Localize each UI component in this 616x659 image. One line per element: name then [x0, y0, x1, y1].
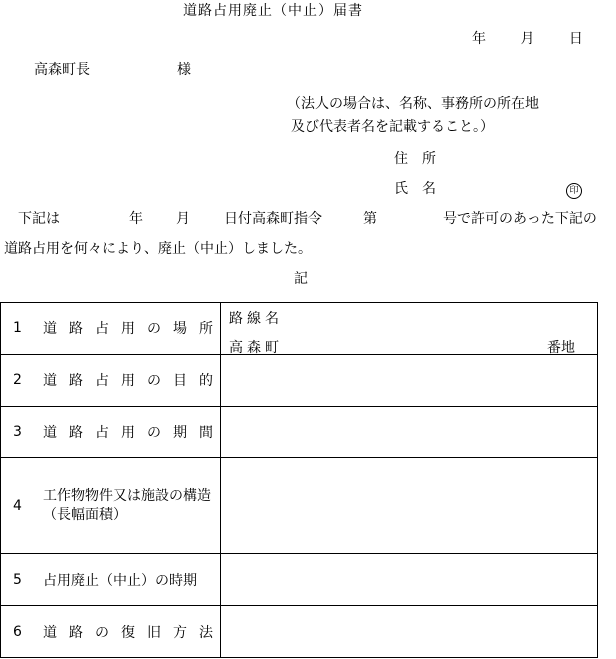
corporate-note-line-1: （法人の場合は、名称、事務所の所在地 — [287, 96, 539, 112]
ki-heading: 記 — [294, 271, 308, 287]
town-name-label: 高 森 町 — [229, 340, 279, 356]
month-label: 月 — [520, 31, 535, 47]
road-location-field[interactable] — [221, 303, 598, 355]
date-line — [472, 30, 583, 48]
structure-field[interactable] — [221, 458, 598, 554]
body-line-2: 道路占用を何々により、廃止（中止）しました。 — [4, 241, 312, 257]
abolition-date-field[interactable] — [221, 554, 598, 606]
period-field[interactable] — [221, 406, 598, 458]
row-6-label: 6 道 路 の 復 旧 方 法 — [1, 606, 221, 658]
row-2-label: 2 道 路 占 用 の 目 的 — [1, 354, 221, 406]
table-row — [1, 354, 598, 406]
day-label: 日 — [568, 31, 583, 47]
body-line-1: 下記は 年 月 日付高森町指令 第 号で許可のあった下記の — [18, 211, 597, 227]
banchi-label: 番地 — [547, 340, 575, 356]
seal-mark — [566, 180, 582, 199]
addressee-name: 高森町長 — [34, 62, 90, 78]
route-name-label: 路 線 名 — [229, 311, 279, 327]
form-table — [0, 302, 598, 658]
document-title: 道路占用廃止（中止）届書 — [183, 3, 363, 19]
name-label: 氏 名 — [394, 181, 436, 197]
year-label: 年 — [472, 31, 486, 47]
table-row — [1, 458, 598, 554]
address-label: 住 所 — [394, 151, 436, 167]
seal-icon: 印 — [566, 183, 582, 199]
row-1-label: 1 道 路 占 用 の 場 所 — [1, 303, 221, 355]
table-row — [1, 406, 598, 458]
row-3-label: 3 道 路 占 用 の 期 間 — [1, 406, 221, 458]
restoration-method-field[interactable] — [221, 606, 598, 658]
row-5-label: 5 占用廃止（中止）の時期 — [1, 554, 221, 606]
table-row — [1, 554, 598, 606]
table-row — [1, 303, 598, 355]
row-4-label: 4 工作物物件又は施設の構造（長幅面積） — [1, 458, 221, 554]
table-row — [1, 606, 598, 658]
purpose-field[interactable] — [221, 354, 598, 406]
corporate-note-line-2: 及び代表者名を記載すること。） — [291, 119, 494, 135]
addressee-honorific: 様 — [177, 62, 191, 78]
